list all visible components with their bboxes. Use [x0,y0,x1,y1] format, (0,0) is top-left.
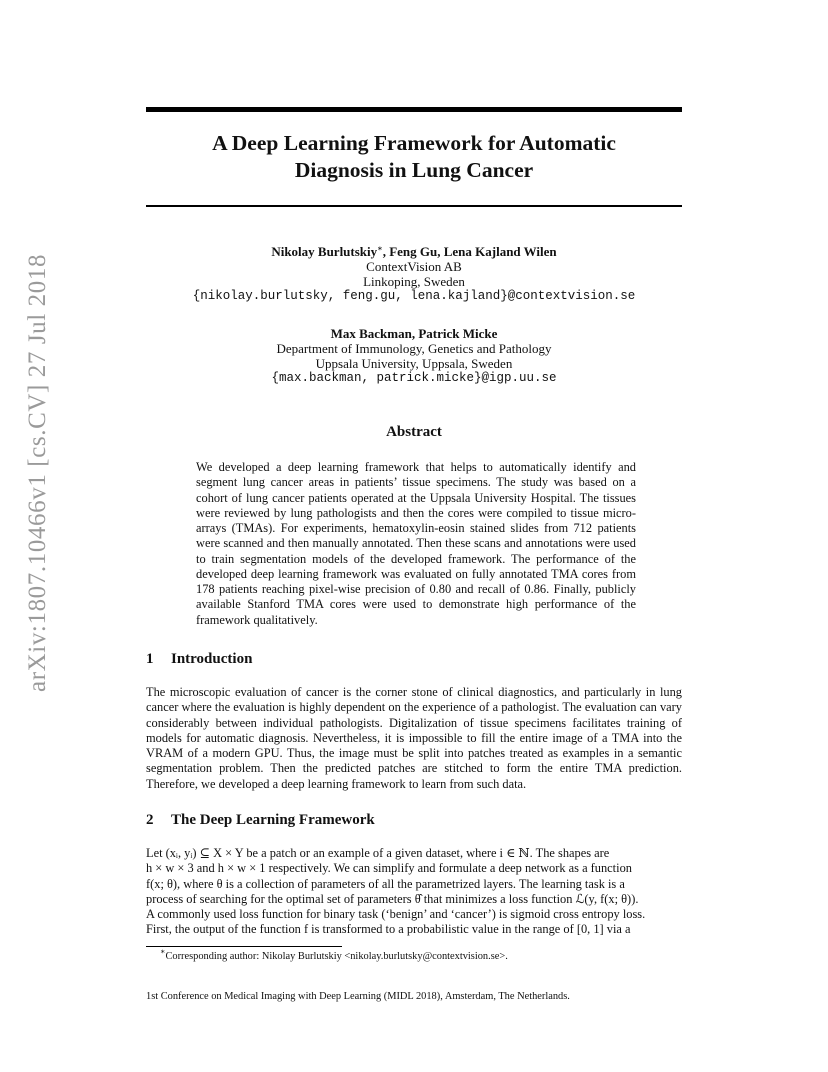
email-group-2: {max.backman, patrick.micke}@igp.uu.se [271,371,557,385]
conference-note: 1st Conference on Medical Imaging with Deep Learning (MIDL 2018), Amsterdam, The Netherlands. [146,991,570,1002]
title-line-2: Diagnosis in Lung Cancer [294,158,534,182]
section-2-text [146,846,682,938]
footnote [160,947,680,963]
section-2-number: 2 [146,812,154,828]
footnote-text: Corresponding author: Nikolay Burlutskiy <nikolay.burlutsky@contextvision.se>. [165,951,508,962]
arxiv-identifier: arXiv:1807.10466v1 [cs.CV] 27 Jul 2018 [24,253,51,692]
abstract-text: We developed a deep learning framework that helps to automatically identify and segment lung cancer areas in patients’ tissue specimens. The study was based on a cohort of lung cancer patients operated at the Uppsala University Hospital. The tissues were reviewed by lung pathologists and then the cores were compiled to tissue micro-arrays (TMAs). For experiments, hematoxylin-eosin stained slides from 712 patients were scanned and then manually annotated. Then these scans and annotations were used to train segmentation models of the developed framework. The performance of the developed deep learning framework was evaluated on fully annotated TMA cores from 178 patients reaching pixel-wise precision of 0.80 and recall of 0.86. Finally, publicly available Stanford TMA cores were used to demonstrate high performance of the framework qualitatively. [196,460,636,627]
section-1-title: Introduction [171,651,253,667]
author-group-2 [146,326,682,386]
footnote-mark: ∗ [160,947,166,956]
section-1-number: 1 [146,651,154,667]
section-2-line-4: process of searching for the optimal set of parameters θ̂ that minimizes a loss function ℒ(y, f(x; θ)). [146,891,639,906]
section-2-line-3: f(x; θ), where θ is a collection of parameters of all the parametrized layers. The learning task is a [146,876,625,891]
affiliation-1a: ContextVision AB [366,259,462,274]
affiliation-2b: Uppsala University, Uppsala, Sweden [315,356,513,371]
section-1-heading [146,651,252,668]
abstract-heading: Abstract [386,424,442,440]
corresponding-author-mark: ∗ [377,244,383,253]
section-1-text: The microscopic evaluation of cancer is the corner stone of clinical diagnostics, and particularly in lung cancer where the evaluation is highly dependent on the experience of a pathologist. The evaluation can vary considerably between individual pathologists. Digitalization of tissue specimens facilitates training of models for automatic diagnosis. Nevertheless, it is impossible to fill the entire image of a TMA into the VRAM of a modern GPU. Thus, the image must be split into patches treated as examples in a semantic segmentation problem. Then the predicted patches are stitched to form the entire TMA prediction. Therefore, we developed a deep learning framework to learn from such data. [146,685,682,791]
author-first: Nikolay Burlutskiy [271,244,378,259]
email-group-1: {nikolay.burlutsky, feng.gu, lena.kajland}@contextvision.se [192,289,636,303]
title-line-1: A Deep Learning Framework for Automatic [212,131,616,155]
section-2-line-1: Let (xᵢ, yᵢ) ⊆ X × Y be a patch or an example of a given dataset, where i ∈ ℕ. The shapes are [146,846,610,860]
title-bottom-rule [146,205,682,207]
section-2-line-2: h × w × 3 and h × w × 1 respectively. We can simplify and formulate a deep network as a function [146,861,632,876]
affiliation-2a: Department of Immunology, Genetics and Pathology [276,341,552,356]
affiliation-1b: Linkoping, Sweden [363,274,465,289]
section-2-heading [146,812,375,829]
author-names-2: Max Backman, Patrick Micke [330,326,498,341]
author-names-1 [146,244,682,259]
author-group-1 [146,244,682,304]
section-2-line-5: A commonly used loss function for binary task (‘benign’ and ‘cancer’) is sigmoid cross entropy loss. [146,907,646,921]
footnote-rule [146,946,342,947]
section-2-line-6: First, the output of the function f is transformed to a probabilistic value in the range of [0, 1] via a [146,922,631,937]
author-others: , Feng Gu, Lena Kajland Wilen [382,244,557,259]
paper-title [146,130,682,184]
title-top-rule [146,107,682,112]
section-2-title: The Deep Learning Framework [171,812,375,828]
